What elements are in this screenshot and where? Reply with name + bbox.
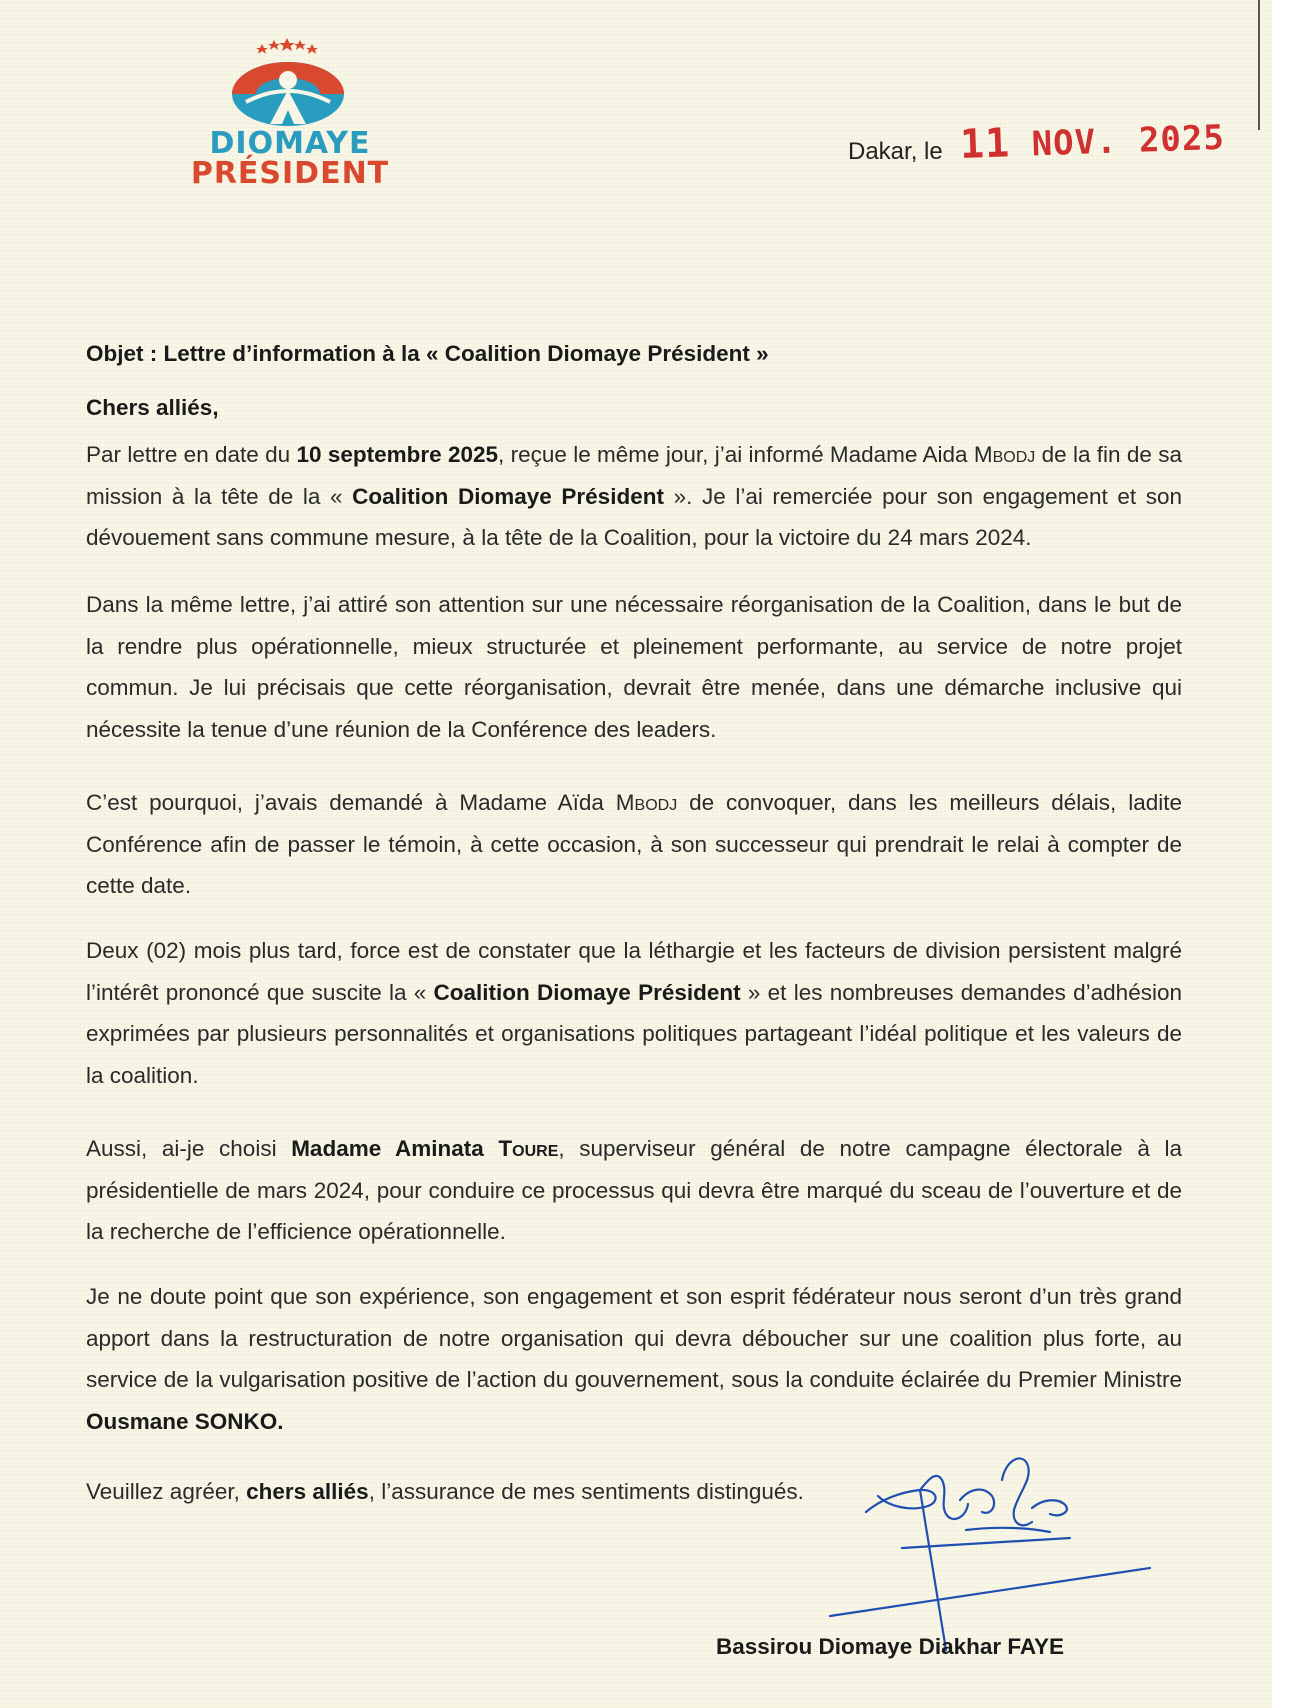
signatory-name: Bassirou Diomaye Diakhar FAYE	[716, 1634, 1065, 1659]
paragraph-1: Par lettre en date du 10 septembre 2025, reçue le même jour, j’ai informé Madame Aida Mbodj de la fin de sa mission à la tête de la « Coalition Diomaye Président ». Je l’ai remerciée pour son engagement et son dévouement sans commune mesure, à la tête de la Coalition, pour la victoire du 24 mars 2024.	[86, 442, 1182, 550]
logo-emblem-icon	[150, 36, 430, 131]
paragraph-5: Aussi, ai-je choisi Madame Aminata Toure, superviseur général de notre campagne électorale à la présidentielle de mars 2024, pour conduire ce processus qui devra être marqué du sceau de l’ouverture et de la recherche de l’efficience opérationnelle.	[86, 1136, 1182, 1244]
date-stamp-month-year: NOV. 2025	[1030, 117, 1226, 165]
logo-wordmark-diomaye: DIOMAYE	[209, 126, 371, 161]
paragraph-3: C’est pourquoi, j’avais demandé à Madame Aïda Mbodj de convoquer, dans les meilleurs délais, ladite Conférence afin de passer le témoin, à cette occasion, à son successeur qui prendrait le relai à compter de cette date.	[86, 790, 1182, 898]
closing-formula: Veuillez agréer, chers alliés, l’assurance de mes sentiments distingués.	[86, 1479, 804, 1504]
paragraph-6: Je ne doute point que son expérience, son engagement et son esprit fédérateur nous seront d’un très grand apport dans la restructuration de notre organisation qui devra déboucher sur une coalition plus forte, au service de la vulgarisation positive de l’action du gouvernement, sous la conduite éclairée du Premier Ministre Ousmane SONKO.	[86, 1284, 1182, 1434]
paragraph-2: Dans la même lettre, j’ai attiré son attention sur une nécessaire réorganisation de la Coalition, dans le but de la rendre plus opérationnelle, mieux structurée et pleinement performante, au service de notre projet commun. Je lui précisais que cette réorganisation, devrait être menée, dans une démarche inclusive qui nécessite la tenue d’une réunion de la Conférence des leaders.	[86, 592, 1182, 742]
scan-margin	[1272, 0, 1290, 1708]
handwritten-signature	[770, 1440, 1160, 1660]
scan-edge-line	[1258, 0, 1260, 130]
logo-wordmark-president: PRÉSIDENT	[190, 156, 390, 191]
salutation: Chers alliés,	[86, 395, 219, 420]
paragraph-4: Deux (02) mois plus tard, force est de constater que la léthargie et les facteurs de division persistent malgré l’intérêt prononcé que suscite la « Coalition Diomaye Président » et les nombreuses demandes d’adhésion exprimées par plusieurs personnalités et organisations politiques partageant l’idéal politique et les valeurs de la coalition.	[86, 938, 1182, 1088]
letter-subject: Objet : Lettre d’information à la « Coalition Diomaye Président »	[86, 341, 769, 366]
date-prefix: Dakar, le	[848, 138, 943, 165]
diomaye-president-logo	[150, 36, 430, 191]
date-stamp	[959, 113, 1225, 168]
date-stamp-day: 11	[959, 120, 1011, 168]
